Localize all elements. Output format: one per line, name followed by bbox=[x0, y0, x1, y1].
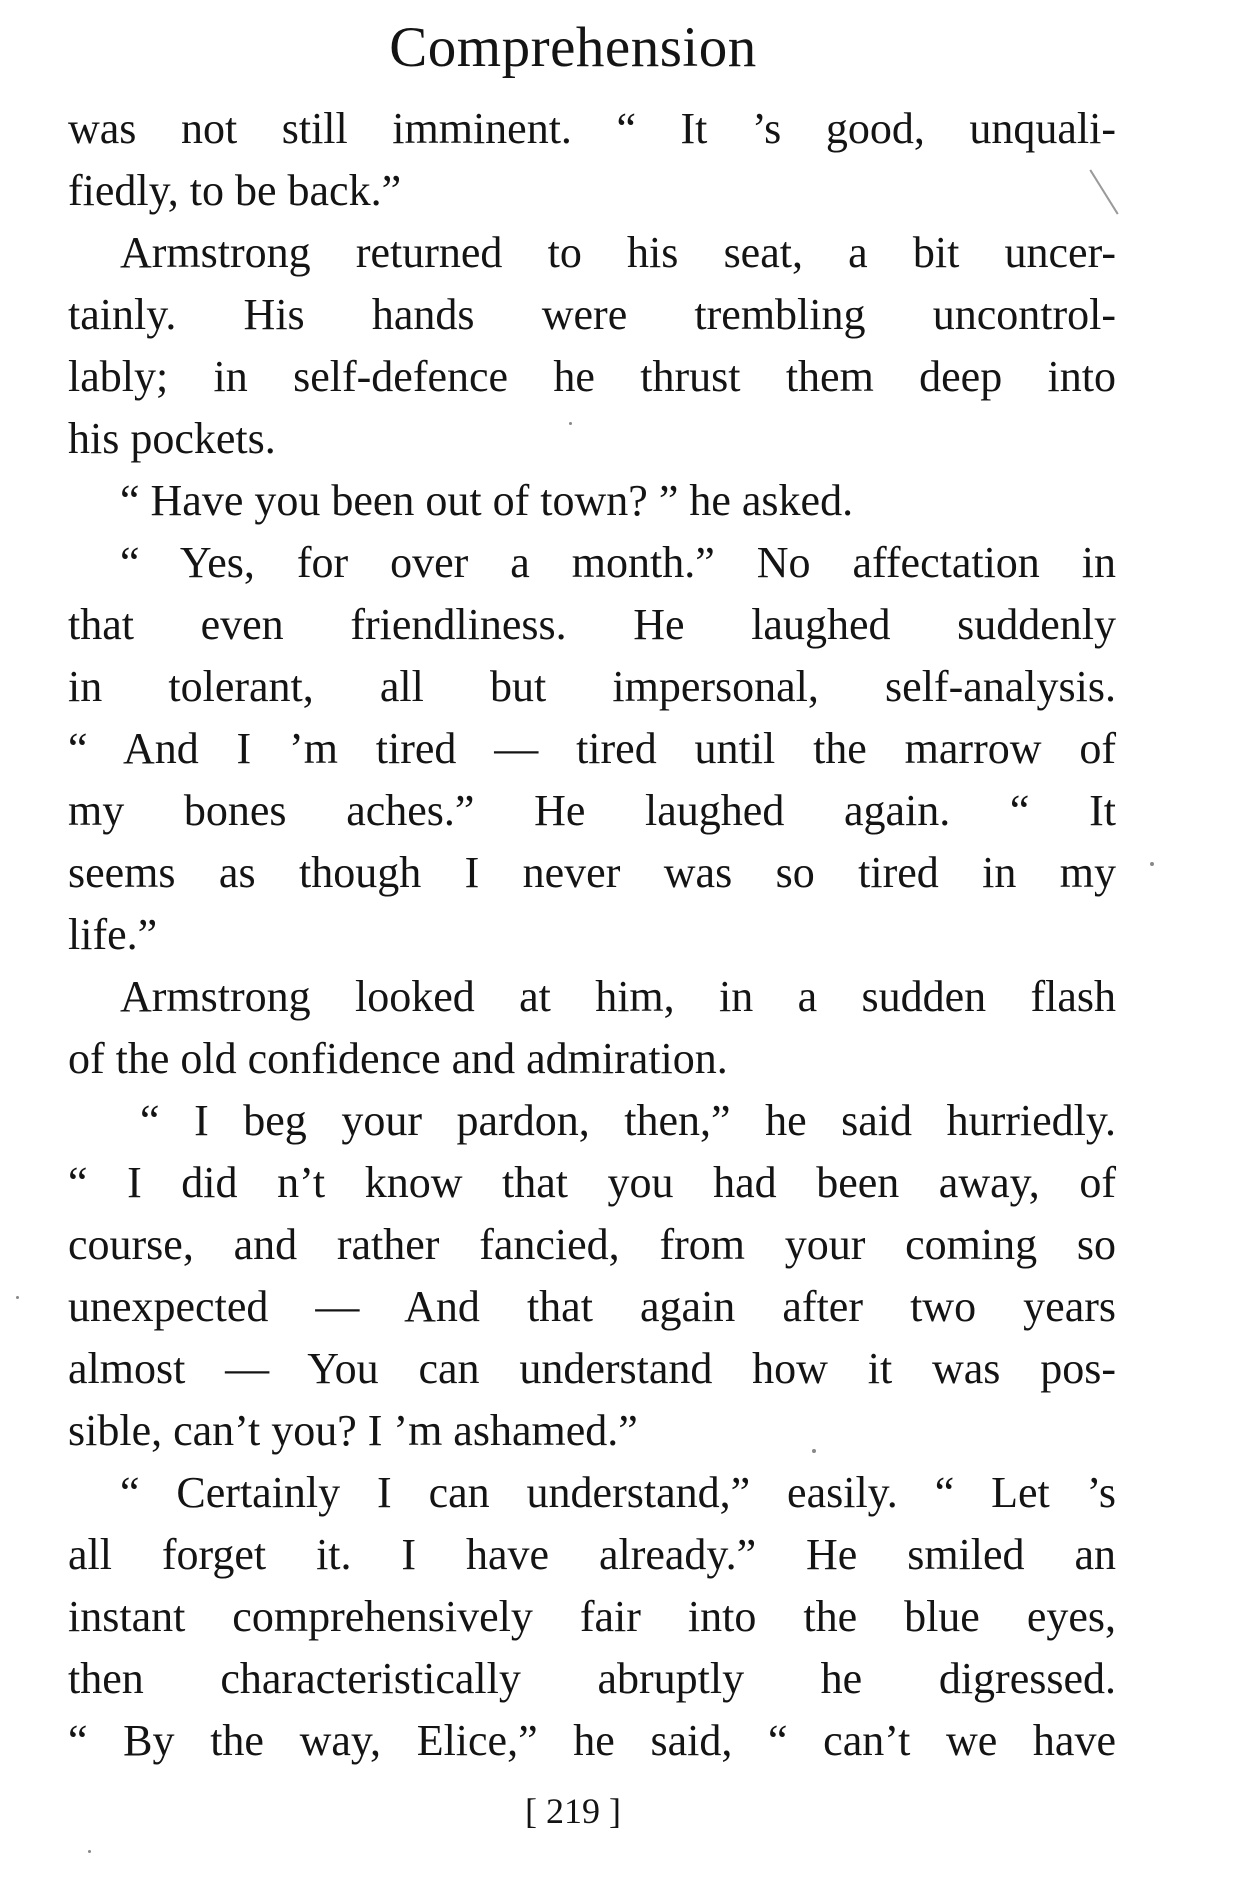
paper-speck bbox=[88, 1850, 91, 1853]
text-line: in tolerant, all but impersonal, self-analysis. bbox=[68, 662, 1116, 711]
text-line: tainly. His hands were trembling uncontrol- bbox=[68, 290, 1116, 339]
text-line: his pockets. bbox=[68, 414, 276, 463]
paper-speck bbox=[569, 422, 572, 425]
text-line: “ Yes, for over a month.” No affectation in bbox=[120, 538, 1116, 587]
text-line: sible, can’t you? I ’m ashamed.” bbox=[68, 1406, 638, 1455]
text-line: “ I did n’t know that you had been away, of bbox=[68, 1158, 1116, 1207]
text-line: fiedly, to be back.” bbox=[68, 166, 402, 215]
text-line: life.” bbox=[68, 910, 158, 959]
text-line: Armstrong returned to his seat, a bit uncer- bbox=[120, 228, 1116, 277]
text-line: my bones aches.” He laughed again. “ It bbox=[68, 786, 1116, 835]
text-line: “ Have you been out of town? ” he asked. bbox=[120, 476, 854, 525]
text-line: all forget it. I have already.” He smiled an bbox=[68, 1530, 1116, 1579]
text-line: almost — You can understand how it was pos- bbox=[68, 1344, 1116, 1393]
text-line: was not still imminent. “ It ’s good, unquali- bbox=[68, 104, 1116, 153]
text-line: “ By the way, Elice,” he said, “ can’t we have bbox=[68, 1716, 1116, 1765]
text-line: “ I beg your pardon, then,” he said hurriedly. bbox=[140, 1096, 1116, 1145]
text-line: lably; in self-defence he thrust them deep into bbox=[68, 352, 1116, 401]
paper-speck bbox=[812, 1449, 816, 1453]
text-line: that even friendliness. He laughed suddenly bbox=[68, 600, 1116, 649]
text-line: “ And I ’m tired — tired until the marrow of bbox=[68, 724, 1116, 773]
text-line: of the old confidence and admiration. bbox=[68, 1034, 728, 1083]
text-line: then characteristically abruptly he digressed. bbox=[68, 1654, 1116, 1703]
text-line: seems as though I never was so tired in my bbox=[68, 848, 1116, 897]
paper-speck bbox=[1150, 862, 1154, 866]
running-head: Comprehension bbox=[389, 16, 757, 79]
text-line: unexpected — And that again after two years bbox=[68, 1282, 1116, 1331]
body-text bbox=[68, 98, 1116, 1772]
text-line: Armstrong looked at him, in a sudden flash bbox=[120, 972, 1116, 1021]
paper-speck bbox=[16, 1296, 19, 1299]
text-line: instant comprehensively fair into the blue eyes, bbox=[68, 1592, 1116, 1641]
text-line: “ Certainly I can understand,” easily. “ Let ’s bbox=[120, 1468, 1116, 1517]
text-line: course, and rather fancied, from your coming so bbox=[68, 1220, 1116, 1269]
page-number: [ 219 ] bbox=[525, 1791, 621, 1831]
